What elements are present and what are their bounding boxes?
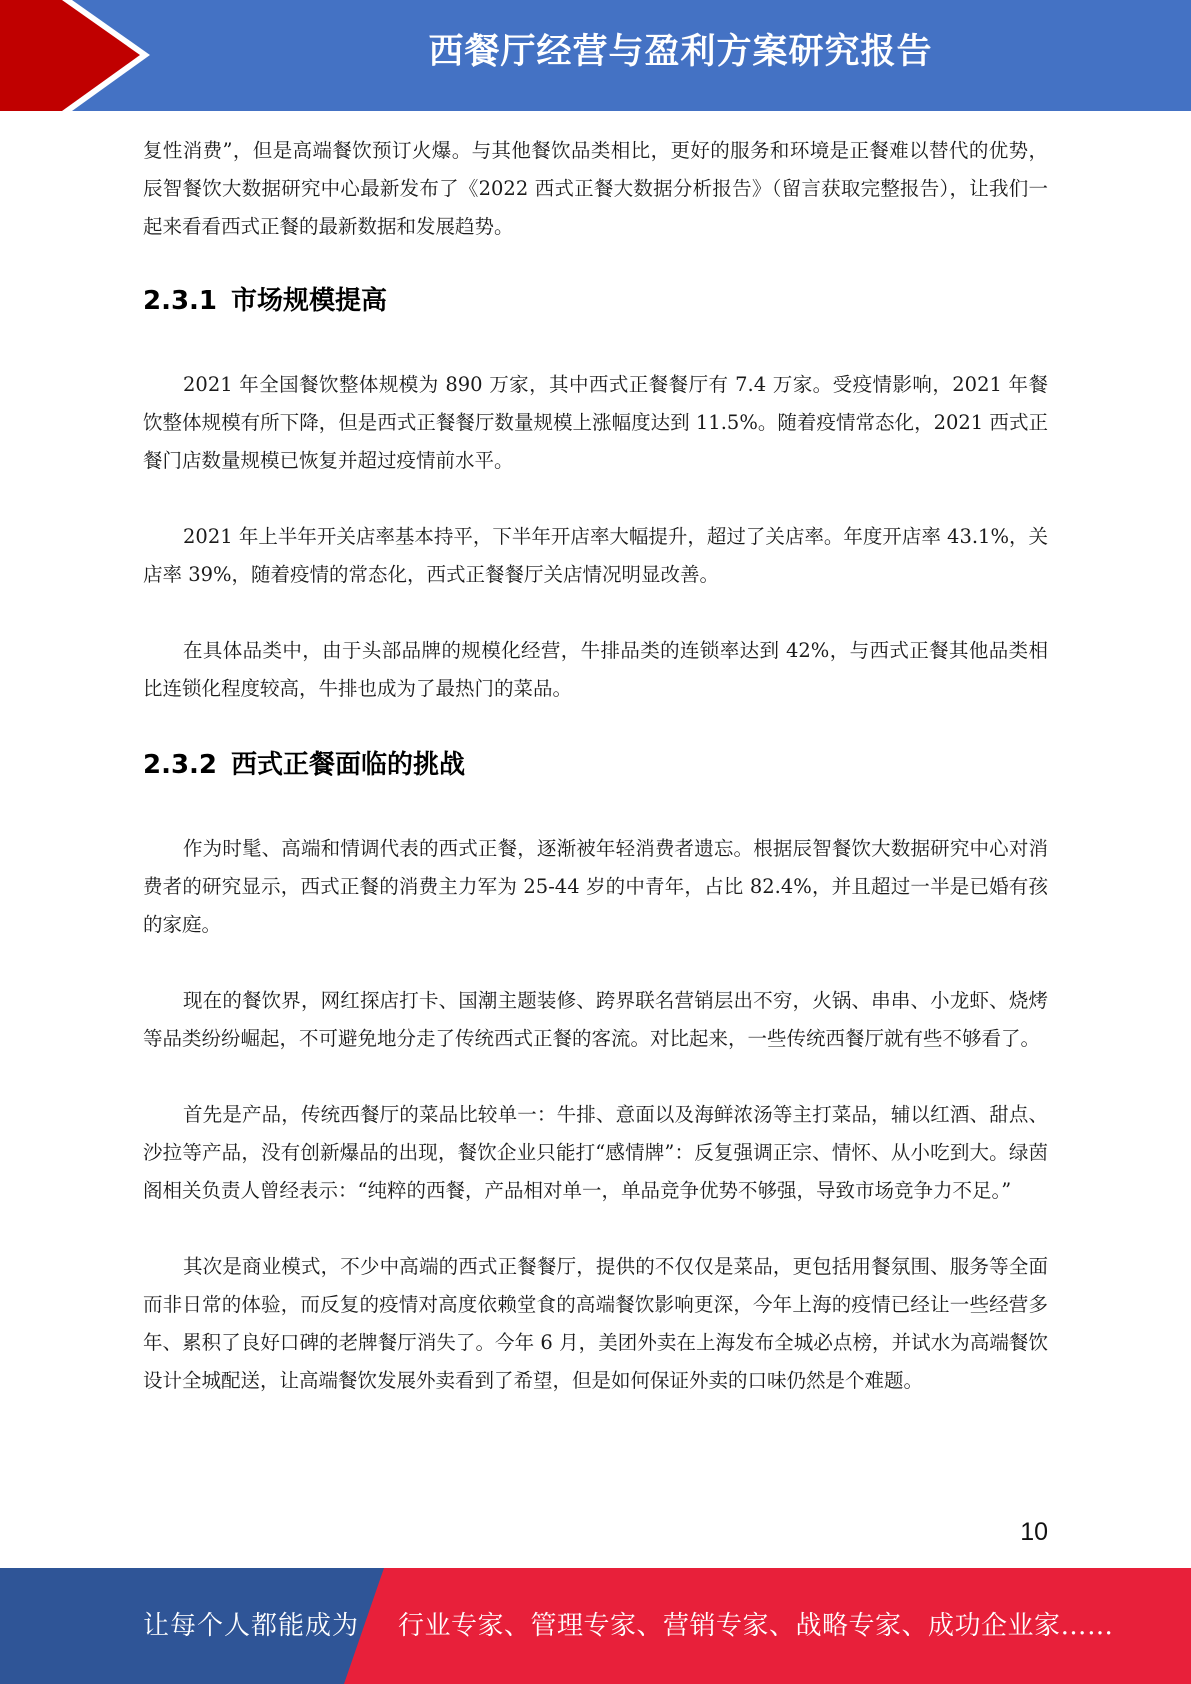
report-title: 西餐厅经营与盈利方案研究报告: [428, 32, 933, 72]
header-chevron-decoration: [0, 0, 160, 111]
page-header: [0, 0, 1191, 111]
section-heading-2-3-1: [143, 281, 1048, 321]
section-number: 2.3.1: [143, 286, 218, 316]
paragraph: 在具体品类中，由于头部品牌的规模化经营，牛排品类的连锁率达到 42%，与西式正餐其他品类相比连锁化程度较高，牛排也成为了最热门的菜品。: [143, 639, 1048, 700]
section-title: 西式正餐面临的挑战: [231, 750, 466, 780]
footer-slogan-right: 行业专家、管理专家、营销专家、战略专家、成功企业家……: [398, 1611, 1114, 1641]
paragraph: 2021 年全国餐饮整体规模为 890 万家，其中西式正餐餐厅有 7.4 万家。受疫情影响，2021 年餐饮整体规模有所下降，但是西式正餐餐厅数量规模上涨幅度达到 11.5%。随着疫情常态化，2021 西式正餐门店数量规模已恢复并超过疫情前水平。: [143, 373, 1048, 472]
paragraph: 首先是产品，传统西餐厅的菜品比较单一：牛排、意面以及海鲜浓汤等主打菜品，辅以红酒、甜点、沙拉等产品，没有创新爆品的出现，餐饮企业只能打“感情牌”：反复强调正宗、情怀、从小吃到大。绿茵阁相关负责人曾经表示：“纯粹的西餐，产品相对单一，单品竞争优势不够强，导致市场竞争力不足。”: [143, 1103, 1048, 1202]
section-heading-2-3-2: [143, 745, 1048, 785]
paragraph: 现在的餐饮界，网红探店打卡、国潮主题装修、跨界联名营销层出不穷，火锅、串串、小龙虾、烧烤等品类纷纷崛起，不可避免地分走了传统西式正餐的客流。对比起来，一些传统西餐厅就有些不够看了。: [143, 989, 1048, 1050]
document-body: [143, 132, 1048, 1400]
section-title: 市场规模提高: [231, 286, 388, 316]
page-footer: [0, 1568, 1191, 1684]
paragraph: 其次是商业模式，不少中高端的西式正餐餐厅，提供的不仅仅是菜品，更包括用餐氛围、服务等全面而非日常的体验，而反复的疫情对高度依赖堂食的高端餐饮影响更深，今年上海的疫情已经让一些经营多年、累积了良好口碑的老牌餐厅消失了。今年 6 月，美团外卖在上海发布全城必点榜，并试水为高端餐饮设计全城配送，让高端餐饮发展外卖看到了希望，但是如何保证外卖的口味仍然是个难题。: [143, 1255, 1048, 1392]
paragraph: 2021 年上半年开关店率基本持平，下半年开店率大幅提升，超过了关店率。年度开店率 43.1%，关店率 39%，随着疫情的常态化，西式正餐餐厅关店情况明显改善。: [143, 525, 1048, 586]
footer-slogan-left: 让每个人都能成为: [143, 1611, 360, 1641]
intro-paragraph: 复性消费”，但是高端餐饮预订火爆。与其他餐饮品类相比，更好的服务和环境是正餐难以替代的优势，辰智餐饮大数据研究中心最新发布了《2022 西式正餐大数据分析报告》（留言获取完整报告），让我们一起来看看西式正餐的最新数据和发展趋势。: [143, 139, 1048, 238]
section-number: 2.3.2: [143, 750, 218, 780]
paragraph: 作为时髦、高端和情调代表的西式正餐，逐渐被年轻消费者遗忘。根据辰智餐饮大数据研究中心对消费者的研究显示，西式正餐的消费主力军为 25-44 岁的中青年，占比 82.4%，并且超过一半是已婚有孩的家庭。: [143, 837, 1048, 936]
page-number: 10: [1020, 1518, 1048, 1546]
